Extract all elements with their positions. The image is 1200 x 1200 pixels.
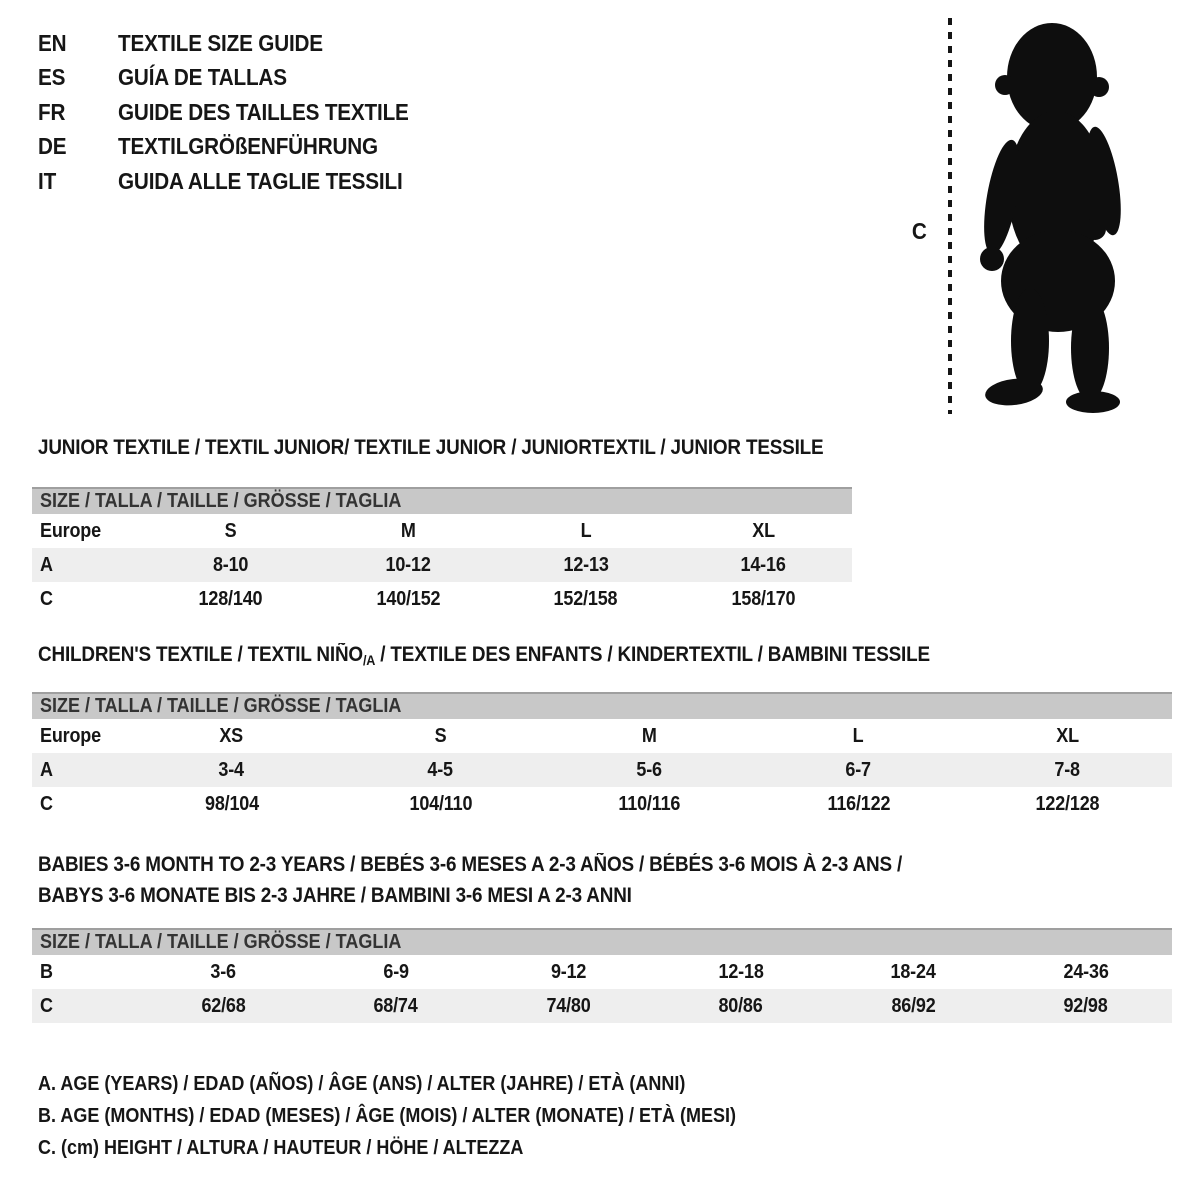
table-cell (754, 719, 963, 753)
cell-text: 80/86 (718, 995, 763, 1017)
table-cell (320, 548, 498, 582)
table-cell (675, 582, 853, 616)
table-cell (675, 548, 853, 582)
legend-line-c (38, 1132, 814, 1164)
table-cell (137, 955, 310, 989)
language-code-text: EN (38, 29, 67, 56)
size-table-header-text: SIZE / TALLA / TAILLE / GRÖSSE / TAGLIA (40, 490, 402, 512)
cell-text: S (434, 725, 447, 747)
row-label (32, 582, 142, 616)
size-table-header-text: SIZE / TALLA / TAILLE / GRÖSSE / TAGLIA (40, 695, 402, 717)
table-cell (655, 955, 828, 989)
table-cell (545, 719, 754, 753)
cell-text: 9-12 (550, 961, 586, 983)
language-code (38, 133, 118, 160)
children-section-title (38, 643, 1029, 668)
table-cell (497, 548, 675, 582)
table-cell (127, 719, 336, 753)
title-post: / TEXTILE DES ENFANTS / KINDERTEXTIL / BAMBINI TESSILE (375, 643, 930, 666)
babies-title-line-1-text: BABIES 3-6 MONTH TO 2-3 YEARS / BEBÉS 3-6 MESES A 2-3 AÑOS / BÉBÉS 3-6 MOIS À 2-3 ANS / (38, 853, 903, 876)
row-label-text: C (40, 588, 53, 610)
language-row-es (38, 61, 441, 96)
language-row-en (38, 26, 441, 61)
cell-text: XL (1056, 725, 1079, 747)
cell-text: M (642, 725, 657, 747)
table-cell (127, 787, 336, 821)
cell-text: XL (751, 520, 775, 542)
height-dashed-line (948, 18, 952, 414)
cell-text: 10-12 (385, 554, 431, 576)
table-cell (655, 989, 828, 1023)
table-cell (754, 787, 963, 821)
babies-size-table (32, 928, 1172, 1023)
legend-line-c-text: C. (cm) HEIGHT / ALTURA / HAUTEUR / HÖHE / ALTEZZA (38, 1137, 524, 1159)
table-row-height-cm (32, 989, 1172, 1023)
table-row-europe (32, 514, 852, 548)
table-cell (137, 989, 310, 1023)
row-label-text: A (40, 759, 53, 781)
size-table-header-text: SIZE / TALLA / TAILLE / GRÖSSE / TAGLIA (40, 931, 402, 953)
cell-text: 5-6 (636, 759, 663, 781)
table-cell (1000, 955, 1173, 989)
cell-text: 104/110 (409, 793, 472, 815)
table-row-age-months (32, 955, 1172, 989)
size-table-header (32, 692, 1172, 719)
table-cell (675, 514, 853, 548)
cell-text: 158/170 (731, 588, 796, 610)
junior-size-table (32, 487, 852, 616)
row-label-text: Europe (40, 520, 101, 542)
table-cell (142, 548, 320, 582)
cell-text: 74/80 (546, 995, 591, 1017)
table-cell (482, 955, 655, 989)
table-cell (1000, 989, 1173, 1023)
language-code (38, 168, 118, 195)
table-cell (310, 955, 483, 989)
table-cell (754, 753, 963, 787)
cell-text: 62/68 (201, 995, 246, 1017)
row-label-text: C (40, 995, 53, 1017)
table-row-age-years (32, 753, 1172, 787)
cell-text: 86/92 (891, 995, 936, 1017)
language-code (38, 99, 118, 126)
cell-text: 92/98 (1063, 995, 1108, 1017)
cell-text: 110/116 (618, 793, 681, 815)
table-cell (142, 514, 320, 548)
row-label-text: B (40, 961, 53, 983)
cell-text: L (853, 725, 864, 747)
babies-title-line-1 (38, 849, 998, 880)
table-cell (320, 582, 498, 616)
table-cell (963, 753, 1172, 787)
row-label (32, 989, 137, 1023)
table-cell (497, 514, 675, 548)
row-label-text: A (40, 554, 53, 576)
cell-text: 24-36 (1063, 961, 1109, 983)
cell-text: 68/74 (373, 995, 418, 1017)
table-row-europe (32, 719, 1172, 753)
table-cell (336, 787, 545, 821)
cell-text: 18-24 (890, 961, 936, 983)
babies-title-line-2-text: BABYS 3-6 MONATE BIS 2-3 JAHRE / BAMBINI 3-6 MESI A 2-3 ANNI (38, 884, 632, 907)
table-cell (827, 955, 1000, 989)
toddler-silhouette-icon (968, 19, 1134, 414)
table-cell (482, 989, 655, 1023)
size-table-header (32, 928, 1172, 955)
legend-line-b (38, 1100, 814, 1132)
row-label (32, 548, 142, 582)
table-cell (545, 787, 754, 821)
cell-text: 14-16 (740, 554, 786, 576)
table-cell (336, 753, 545, 787)
junior-section-title (38, 436, 911, 460)
language-code (38, 64, 118, 91)
language-title-list (38, 26, 441, 199)
row-label (32, 753, 127, 787)
cell-text: 12-13 (563, 554, 609, 576)
table-cell (127, 753, 336, 787)
cell-text: 3-4 (218, 759, 245, 781)
row-label (32, 719, 127, 753)
table-cell (336, 719, 545, 753)
table-cell (497, 582, 675, 616)
guide-title-fr: GUIDE DES TAILLES TEXTILE (118, 98, 409, 125)
cell-text: 140/152 (376, 588, 441, 610)
legend-line-a (38, 1068, 814, 1100)
cell-text: 152/158 (553, 588, 618, 610)
title-pre: CHILDREN'S TEXTILE / TEXTIL NIÑO (38, 643, 363, 666)
cell-text: S (224, 520, 237, 542)
language-code-text: IT (38, 167, 57, 194)
language-row-de (38, 130, 441, 165)
cell-text: XS (219, 725, 244, 747)
junior-section-title-text: JUNIOR TEXTILE / TEXTIL JUNIOR/ TEXTILE JUNIOR / JUNIORTEXTIL / JUNIOR TESSILE (38, 436, 824, 459)
height-measure-figure (905, 14, 1160, 418)
row-label (32, 514, 142, 548)
legend-line-a-text: A. AGE (YEARS) / EDAD (AÑOS) / ÂGE (ANS) / ALTER (JAHRE) / ETÀ (ANNI) (38, 1073, 686, 1095)
cell-text: 6-9 (383, 961, 409, 983)
cell-text: 8-10 (213, 554, 249, 576)
row-label (32, 955, 137, 989)
cell-text: 12-18 (718, 961, 764, 983)
children-section-title-text (38, 643, 930, 668)
cell-text: 128/140 (198, 588, 263, 610)
cell-text: 7-8 (1054, 759, 1081, 781)
table-cell (963, 787, 1172, 821)
table-cell (545, 753, 754, 787)
babies-section-title (38, 849, 998, 911)
language-code-text: DE (38, 133, 67, 160)
cell-text: L (580, 520, 592, 542)
table-row-height-cm (32, 582, 852, 616)
cell-text: 3-6 (210, 961, 236, 983)
size-table-header (32, 487, 852, 514)
table-cell (963, 719, 1172, 753)
table-cell (320, 514, 498, 548)
language-row-fr (38, 95, 441, 130)
cell-text: 4-5 (427, 759, 454, 781)
language-row-it (38, 164, 441, 199)
guide-title-de: TEXTILGRÖßENFÜHRUNG (118, 133, 378, 160)
children-size-table (32, 692, 1172, 821)
guide-title-es: GUÍA DE TALLAS (118, 64, 287, 91)
language-code-text: FR (38, 98, 66, 125)
cell-text: M (400, 520, 416, 542)
table-cell (310, 989, 483, 1023)
title-subscript: /A (362, 652, 376, 668)
table-row-height-cm (32, 787, 1172, 821)
babies-title-line-2 (38, 880, 998, 911)
height-measure-label: C (911, 218, 927, 244)
guide-title-it: GUIDA ALLE TAGLIE TESSILI (118, 167, 403, 194)
row-label (32, 787, 127, 821)
legend-line-b-text: B. AGE (MONTHS) / EDAD (MESES) / ÂGE (MOIS) / ALTER (MONATE) / ETÀ (MESI) (38, 1105, 736, 1127)
language-code (38, 30, 118, 57)
table-cell (142, 582, 320, 616)
table-row-age-years (32, 548, 852, 582)
cell-text: 122/128 (1035, 793, 1100, 815)
table-cell (827, 989, 1000, 1023)
row-label-text: C (40, 793, 53, 815)
measure-legend (38, 1068, 814, 1164)
language-code-text: ES (38, 64, 66, 91)
guide-title-en: TEXTILE SIZE GUIDE (118, 29, 323, 56)
cell-text: 98/104 (204, 793, 259, 815)
cell-text: 6-7 (845, 759, 872, 781)
cell-text: 116/122 (827, 793, 890, 815)
row-label-text: Europe (40, 725, 101, 747)
